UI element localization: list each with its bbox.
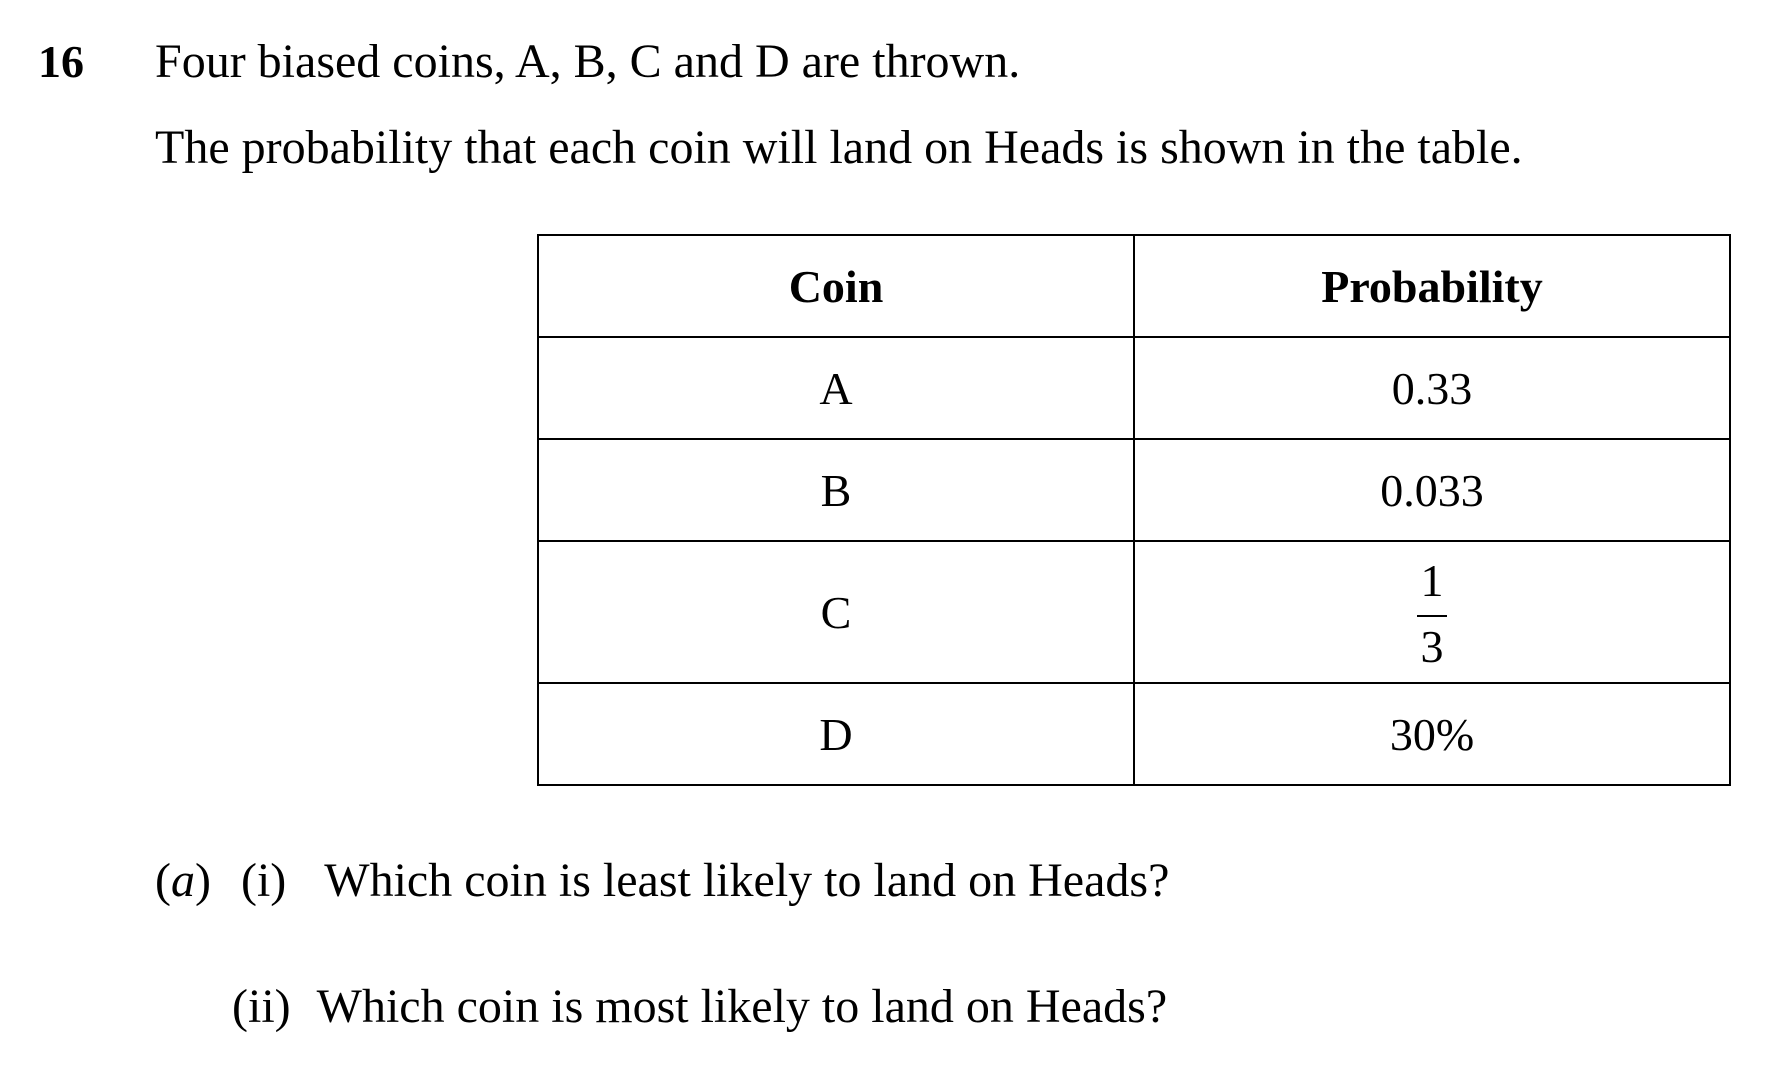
probability-cell: 0.033 — [1134, 439, 1730, 541]
question-intro: Four biased coins, A, B, C and D are thrown. — [155, 35, 1021, 88]
part-a-label: a — [170, 854, 195, 907]
probability-table — [537, 234, 1731, 786]
part-ii-question: Which coin is most likely to land on Heads? — [316, 980, 1168, 1033]
probability-cell: 30% — [1134, 683, 1730, 785]
table-row — [538, 439, 1730, 541]
table-row — [538, 541, 1730, 683]
part-i-label: (i) — [240, 854, 287, 907]
probability-cell: 0.33 — [1134, 337, 1730, 439]
probability-cell — [1134, 541, 1730, 683]
fraction-numerator: 1 — [1420, 554, 1444, 606]
part-i-question: Which coin is least likely to land on Heads? — [324, 854, 1170, 907]
coin-cell: B — [538, 439, 1134, 541]
question-number: 16 — [38, 36, 84, 87]
table-header-row — [538, 235, 1730, 337]
table-row — [538, 337, 1730, 439]
fraction-bar — [1417, 615, 1447, 617]
part-a-close-paren: ) — [194, 854, 211, 907]
part-a-ii — [232, 977, 1167, 1037]
fraction-denominator: 3 — [1420, 620, 1444, 672]
column-header-coin: Coin — [538, 235, 1134, 337]
column-header-probability: Probability — [1134, 235, 1730, 337]
question-instruction: The probability that each coin will land on Heads is shown in the table. — [155, 121, 1523, 174]
part-a-open-paren: ( — [155, 854, 171, 907]
coin-cell: D — [538, 683, 1134, 785]
fraction — [1417, 554, 1447, 672]
table-row — [538, 683, 1730, 785]
coin-cell: A — [538, 337, 1134, 439]
coin-cell: C — [538, 541, 1134, 683]
part-ii-label: (ii) — [232, 980, 291, 1033]
part-a-i — [155, 851, 1169, 911]
